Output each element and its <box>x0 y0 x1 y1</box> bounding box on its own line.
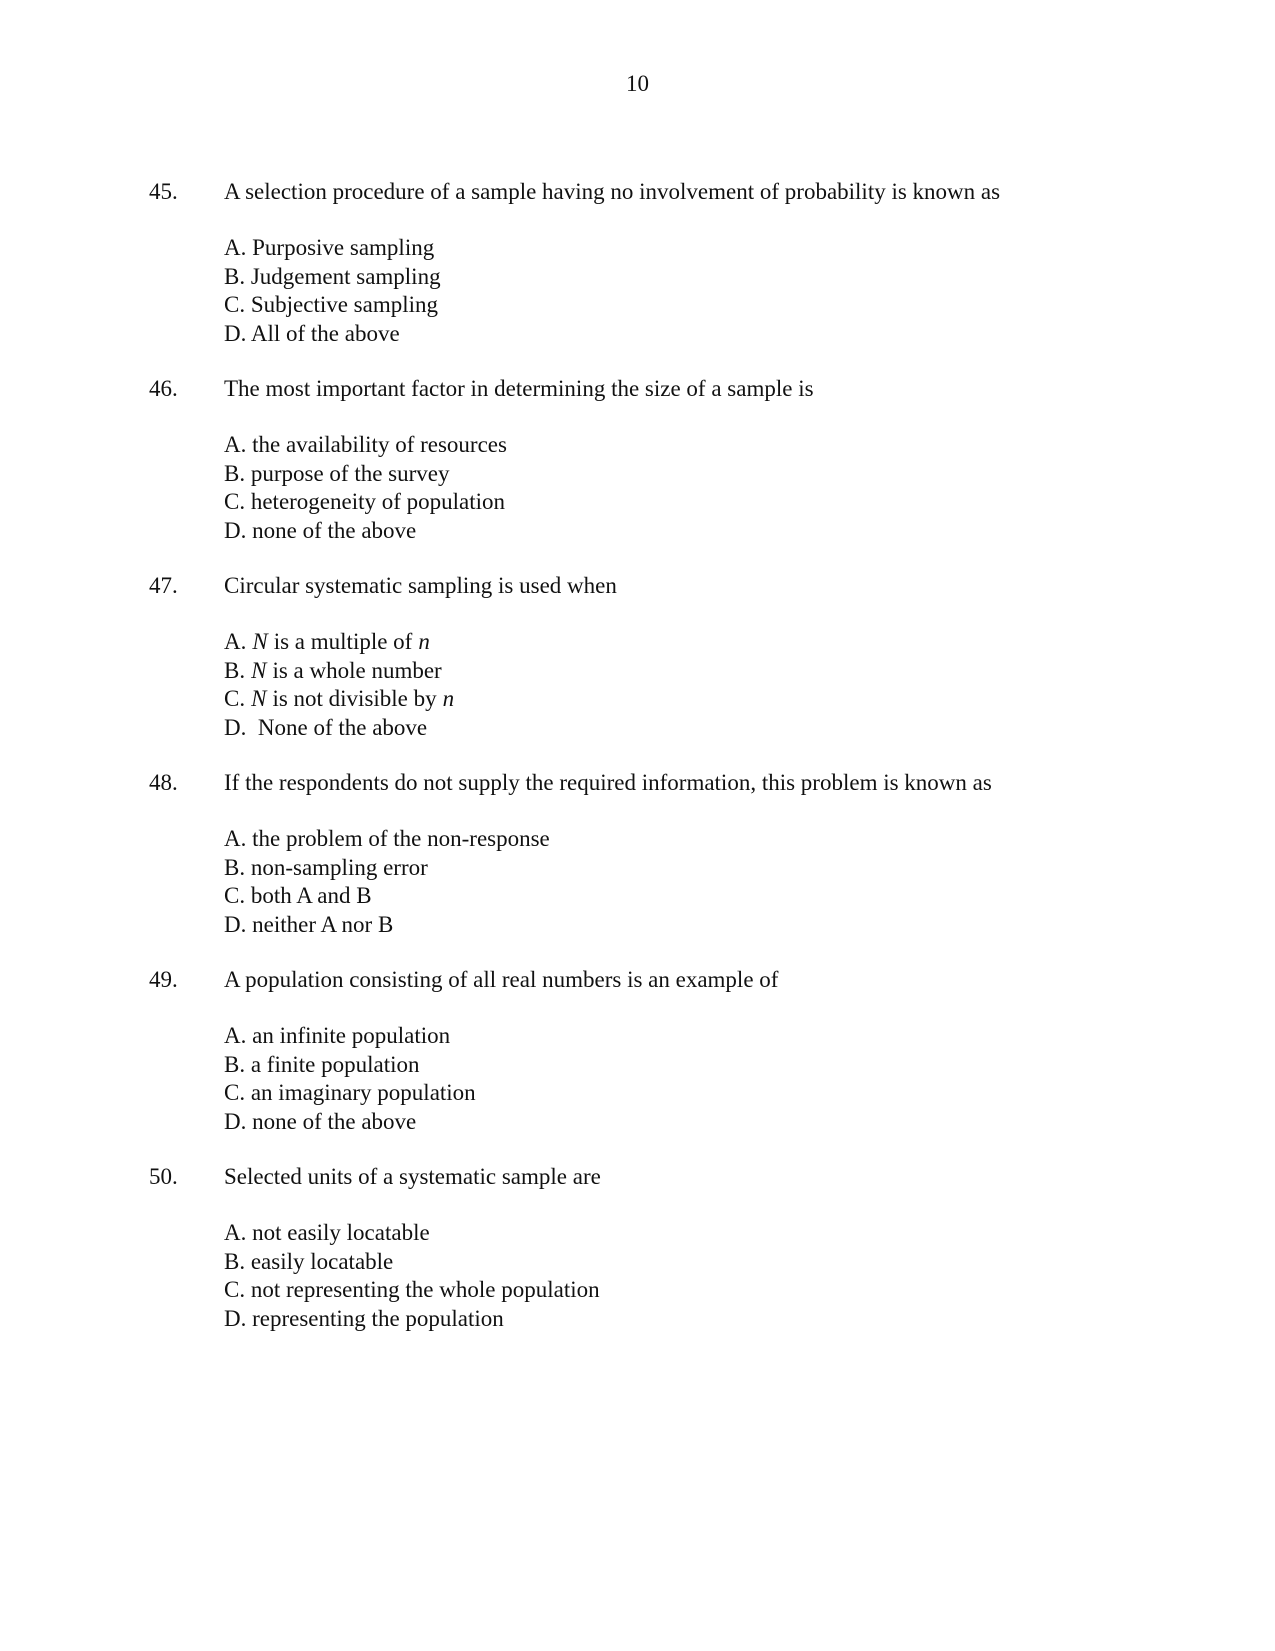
option-text: is a multiple of <box>273 629 413 654</box>
option-b <box>224 657 1275 686</box>
question-number: 47. <box>149 573 178 598</box>
option-letter: A. <box>224 629 247 654</box>
option-text: easily locatable <box>250 1248 394 1274</box>
page-number: 10 <box>626 71 649 96</box>
option-text: not representing the whole population <box>250 1277 600 1302</box>
question-45 <box>0 178 1275 348</box>
option-b <box>224 1051 1275 1080</box>
option-letter: D. <box>224 911 247 937</box>
option-d <box>224 1305 1275 1334</box>
option-letter: C. <box>224 883 246 908</box>
option-text: none of the above <box>252 1108 417 1134</box>
question-50 <box>0 1163 1275 1333</box>
option-letter: B. <box>224 1051 246 1077</box>
question-list <box>0 178 1275 1360</box>
option-d <box>224 714 1275 743</box>
option-list <box>224 1219 1275 1333</box>
question-49 <box>0 966 1275 1136</box>
option-c <box>224 488 1275 517</box>
option-text: Judgement sampling <box>250 263 441 289</box>
option-letter: C. <box>224 489 246 514</box>
option-list <box>224 1022 1275 1136</box>
option-letter: B. <box>224 460 246 486</box>
question-47 <box>0 572 1275 742</box>
option-c <box>224 1276 1275 1305</box>
option-a <box>224 825 1275 854</box>
option-letter: D. <box>224 714 247 740</box>
option-text: Subjective sampling <box>250 292 439 317</box>
option-text: both A and B <box>250 883 372 908</box>
option-letter: D. <box>224 1305 247 1331</box>
question-text: A population consisting of all real numbers is an example of <box>224 967 779 992</box>
option-a <box>224 628 1275 657</box>
option-c <box>224 685 1275 714</box>
option-letter: A. <box>224 1220 247 1245</box>
option-d <box>224 320 1275 349</box>
option-text: an imaginary population <box>250 1080 476 1105</box>
option-letter: C. <box>224 686 246 711</box>
option-letter: D. <box>224 1108 247 1134</box>
variable-n-lower: n <box>418 629 430 654</box>
question-number: 50. <box>149 1164 178 1189</box>
option-b <box>224 1248 1275 1277</box>
option-d <box>224 517 1275 546</box>
option-b <box>224 460 1275 489</box>
option-letter: C. <box>224 1277 246 1302</box>
variable-n-upper: N <box>251 657 267 683</box>
question-text: A selection procedure of a sample having no involvement of probability is known as <box>224 179 1001 204</box>
option-letter: D. <box>224 517 247 543</box>
option-letter: D. <box>224 320 247 346</box>
option-text: non-sampling error <box>250 854 428 880</box>
option-letter: B. <box>224 657 246 683</box>
option-text: not easily locatable <box>252 1220 430 1245</box>
option-d <box>224 911 1275 940</box>
question-number: 49. <box>149 967 178 992</box>
option-text: is not divisible by <box>272 686 437 711</box>
option-a <box>224 1022 1275 1051</box>
option-list <box>224 628 1275 742</box>
option-letter: B. <box>224 1248 246 1274</box>
option-text: an infinite population <box>252 1023 451 1048</box>
option-a <box>224 234 1275 263</box>
option-d <box>224 1108 1275 1137</box>
option-text: the problem of the non-response <box>252 826 550 851</box>
option-text: neither A nor B <box>252 911 394 937</box>
option-letter: B. <box>224 854 246 880</box>
option-text: heterogeneity of population <box>250 489 506 514</box>
question-48 <box>0 769 1275 939</box>
option-a <box>224 1219 1275 1248</box>
option-text: None of the above <box>257 714 428 740</box>
question-46 <box>0 375 1275 545</box>
option-c <box>224 291 1275 320</box>
option-letter: B. <box>224 263 246 289</box>
option-text: none of the above <box>252 517 417 543</box>
option-text: Purposive sampling <box>252 235 435 260</box>
question-number: 45. <box>149 179 178 204</box>
option-text: a finite population <box>250 1051 420 1077</box>
option-list <box>224 234 1275 348</box>
option-letter: A. <box>224 826 247 851</box>
option-text: representing the population <box>252 1305 504 1331</box>
option-letter: A. <box>224 235 247 260</box>
question-text: Selected units of a systematic sample are <box>224 1164 601 1189</box>
question-text: If the respondents do not supply the required information, this problem is known as <box>224 770 992 795</box>
option-text: purpose of the survey <box>250 460 450 486</box>
question-text: The most important factor in determining the size of a sample is <box>224 376 814 401</box>
option-text: the availability of resources <box>252 432 507 457</box>
variable-n-upper: N <box>251 686 267 711</box>
option-text: is a whole number <box>272 657 442 683</box>
option-b <box>224 263 1275 292</box>
option-c <box>224 1079 1275 1108</box>
option-letter: C. <box>224 292 246 317</box>
variable-n-upper: N <box>252 629 268 654</box>
question-number: 46. <box>149 376 178 401</box>
option-a <box>224 431 1275 460</box>
option-list <box>224 431 1275 545</box>
option-text: All of the above <box>250 320 400 346</box>
variable-n-lower: n <box>442 686 455 711</box>
option-letter: A. <box>224 1023 247 1048</box>
option-c <box>224 882 1275 911</box>
option-b <box>224 854 1275 883</box>
option-list <box>224 825 1275 939</box>
option-letter: C. <box>224 1080 246 1105</box>
question-number: 48. <box>149 770 178 795</box>
option-letter: A. <box>224 432 247 457</box>
question-text: Circular systematic sampling is used when <box>224 573 617 598</box>
